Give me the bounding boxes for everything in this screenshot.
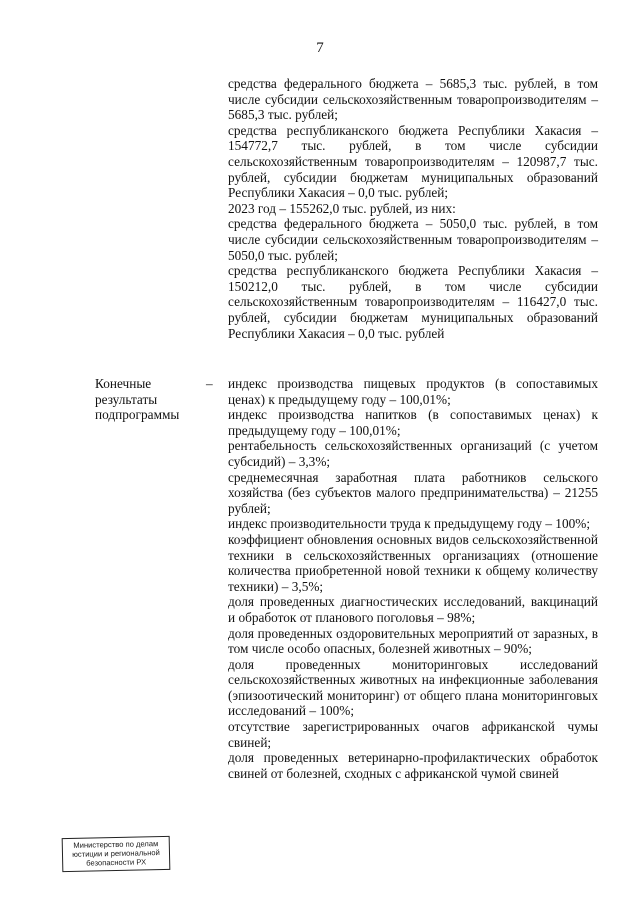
ministry-stamp <box>62 836 171 872</box>
stamp-line: Министерство по делам <box>73 839 159 850</box>
result-average-salary: среднемесячная заработная плата работников сельского хозяйства (без субъектов малого предпринимательства) – 21255 рублей; <box>228 469 598 516</box>
result-labor-productivity: индекс производительности труда к предыдущему году – 100%; <box>228 516 591 532</box>
result-beverage-production-index: индекс производства напитков (в сопоставимых ценах) к предыдущему году – 100,01%; <box>228 407 598 438</box>
stamp-line: юстиции и региональной <box>72 848 160 859</box>
funding-year-2023: 2023 год – 155262,0 тыс. рублей, из них: <box>228 200 456 216</box>
results-label-line: результаты <box>95 391 158 407</box>
results-label-line: Конечные <box>95 376 152 391</box>
result-machinery-renewal: коэффициент обновления основных видов сельскохозяйственной техники в сельскохозяйственных организациях (отношение количества приобретенной новой техники к общему количеству техники) – 3,5%; <box>228 531 598 594</box>
results-row-label <box>95 376 207 423</box>
funding-regional-2022: средства республиканского бюджета Республики Хакасия – 154772,7 тыс. рублей, в том числе субсидии сельскохозяйственным товаропроизводителям – 120987,7 тыс. рублей, субсидии бюджетам муниципальных образований Республики Хакасия – 0,0 тыс. рублей; <box>228 122 598 201</box>
funding-regional-2023: средства республиканского бюджета Республики Хакасия – 150212,0 тыс. рублей, в том числе субсидии сельскохозяйственным товаропроизводителям – 116427,0 тыс. рублей, субсидии бюджетам муниципальных образований Республики Хакасия – 0,0 тыс. рублей <box>228 263 598 341</box>
results-label-line: подпрограммы <box>95 407 180 423</box>
stamp-line: безопасности РХ <box>86 857 147 868</box>
funding-federal-2022: средства федерального бюджета – 5685,3 тыс. рублей, в том числе субсидии сельскохозяйственным товаропроизводителям – 5685,3 тыс. рублей; <box>228 76 598 123</box>
result-asf-outbreaks: отсутствие зарегистрированных очагов африканской чумы свиней; <box>228 719 598 750</box>
funding-federal-2023: средства федерального бюджета – 5050,0 тыс. рублей, в том числе субсидии сельскохозяйственным товаропроизводителям – 5050,0 тыс. рублей; <box>228 216 598 263</box>
result-food-production-index: индекс производства пищевых продуктов (в сопоставимых ценах) к предыдущему году – 100,01%; <box>228 376 598 407</box>
result-health-measures-share: доля проведенных оздоровительных мероприятий от заразных, в том числе особо опасных, болезней животных – 90%; <box>228 625 598 657</box>
result-diagnostics-share: доля проведенных диагностических исследований, вакцинаций и обработок от планового поголовья – 98%; <box>228 594 598 625</box>
result-monitoring-share: доля проведенных мониторинговых исследований сельскохозяйственных животных на инфекционные заболевания (эпизоотический мониторинг) от общего плана мониторинговых исследований – 100%; <box>228 656 598 719</box>
page-number: 7 <box>316 40 324 56</box>
funding-section <box>228 76 598 341</box>
results-row-dash: – <box>206 376 213 391</box>
results-list <box>228 376 598 781</box>
result-profitability: рентабельность сельскохозяйственных организаций (с учетом субсидий) – 3,3%; <box>228 438 598 469</box>
result-swine-treatment-share: доля проведенных ветеринарно-профилактических обработок свиней от болезней, сходных с африканской чумой свиней <box>228 750 598 781</box>
